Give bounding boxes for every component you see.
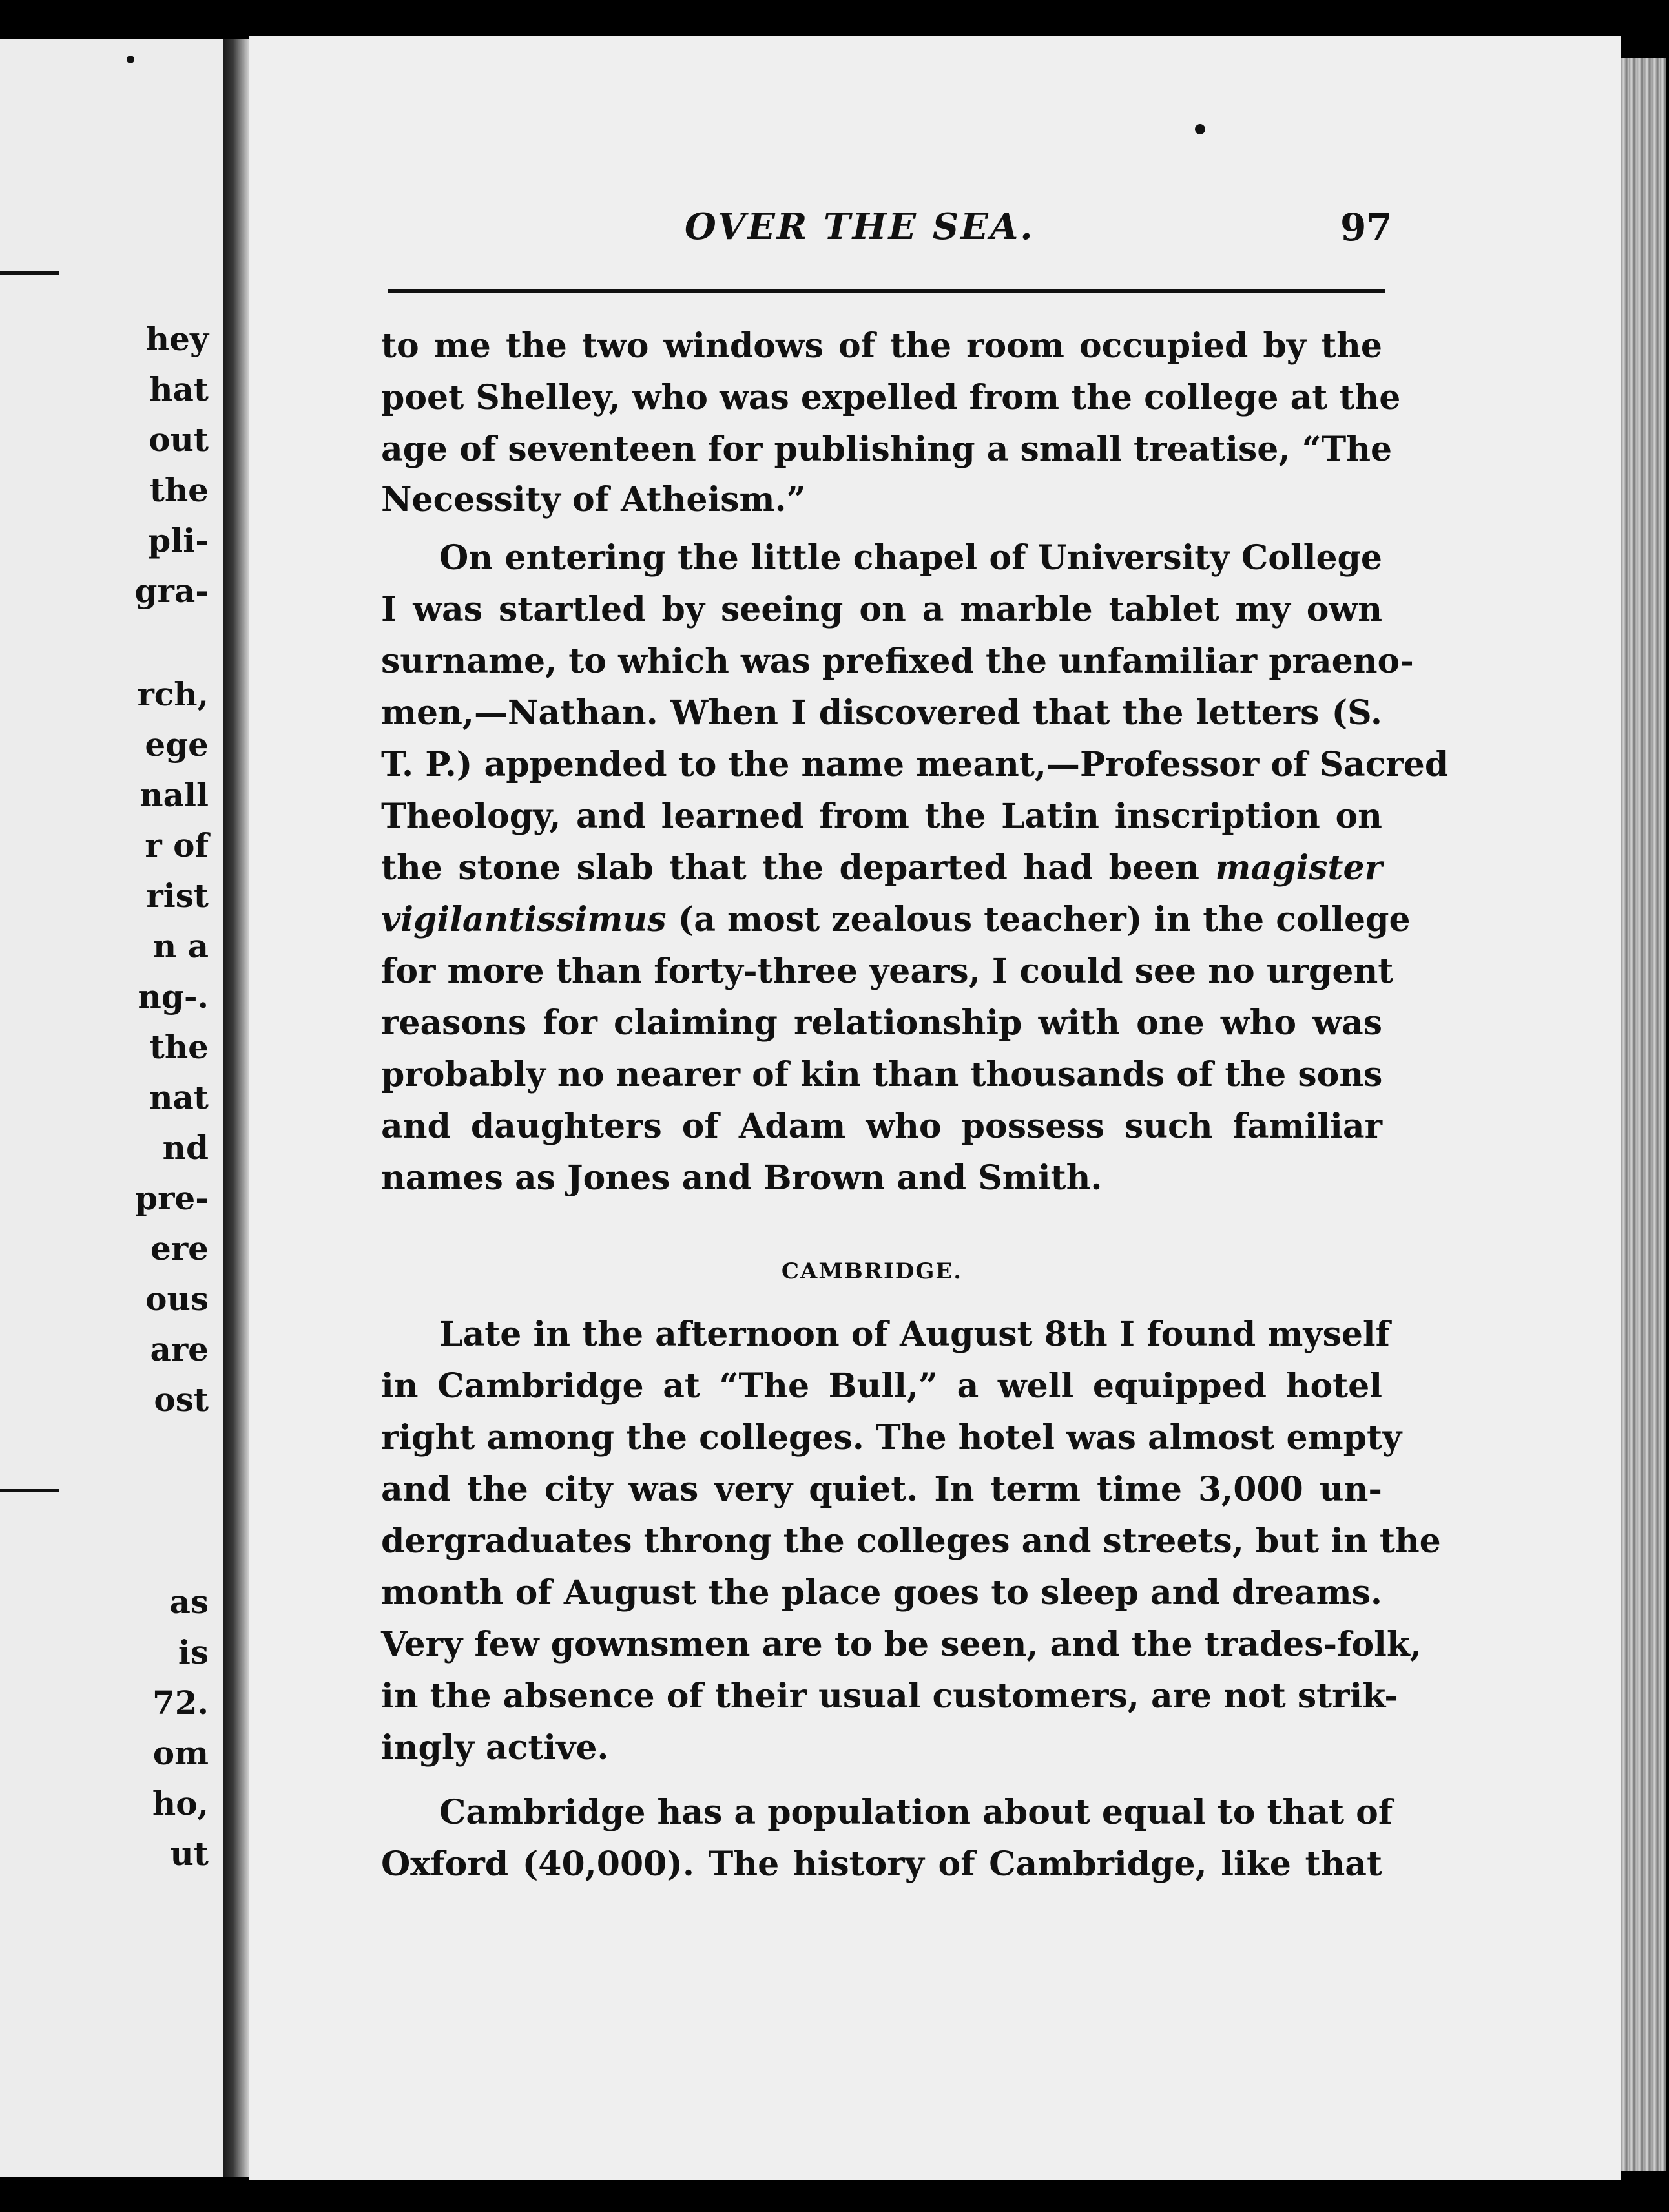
- page-edges: [1621, 58, 1666, 2171]
- left-page-fragment: ho,: [152, 1784, 209, 1822]
- text-line: [381, 848, 1382, 888]
- text-line: ingly active.: [381, 1728, 609, 1768]
- left-page-fragment: ere: [150, 1229, 209, 1268]
- left-page-fragment: gra-: [134, 572, 209, 610]
- left-page-fragment: ut: [170, 1835, 209, 1873]
- ink-speck: [127, 56, 134, 63]
- text-run: (a most zealous teacher) in the college: [678, 900, 1411, 939]
- left-page-fragment: as: [169, 1583, 209, 1621]
- text-line: Theology, and learned from the Latin inscription on: [381, 797, 1382, 836]
- left-page-fragment: rch,: [137, 675, 209, 713]
- text-line: poet Shelley, who was expelled from the college at the: [381, 378, 1401, 417]
- left-page-fragment: nd: [162, 1129, 209, 1167]
- text-line: to me the two windows of the room occupied by the: [381, 326, 1382, 366]
- text-line: dergraduates throng the colleges and streets, but in the: [381, 1521, 1441, 1561]
- text-line: in Cambridge at “The Bull,” a well equipped hotel: [381, 1366, 1382, 1406]
- italic-term: magister: [1215, 848, 1382, 888]
- book-gutter: [223, 39, 249, 2177]
- left-page-fragment: rist: [146, 877, 209, 915]
- text-line: [381, 900, 1411, 939]
- text-run: the stone slab that the departed had been: [381, 848, 1199, 888]
- left-page-fragment: pli-: [148, 521, 209, 559]
- text-line: surname, to which was prefixed the unfamiliar praeno-: [381, 642, 1414, 681]
- left-page-fragment: ost: [154, 1381, 209, 1419]
- text-line: for more than forty-three years, I could see no urgent: [381, 952, 1394, 991]
- text-line: Oxford (40,000). The history of Cambridge, like that: [381, 1844, 1382, 1884]
- left-page-fragment: nat: [149, 1078, 209, 1116]
- text-line: in the absence of their usual customers, are not strik-: [381, 1676, 1398, 1716]
- text-line: names as Jones and Brown and Smith.: [381, 1158, 1103, 1198]
- left-page-fragment: the: [149, 1028, 209, 1066]
- text-line: month of August the place goes to sleep and dreams.: [381, 1573, 1382, 1612]
- left-page-fragment: ous: [145, 1280, 209, 1318]
- left-page-fragment: nall: [140, 776, 209, 814]
- text-line: Cambridge has a population about equal to that of: [439, 1793, 1393, 1832]
- text-line: age of seventeen for publishing a small treatise, “The: [381, 430, 1393, 469]
- italic-term: vigilantissimus: [381, 900, 667, 939]
- text-line: right among the colleges. The hotel was almost empty: [381, 1418, 1402, 1457]
- left-page-fragment: the: [149, 471, 209, 509]
- left-page-fragment: ege: [145, 725, 209, 764]
- text-line: Very few gownsmen are to be seen, and the trades-folk,: [381, 1625, 1422, 1664]
- text-line: Late in the afternoon of August 8th I found myself: [439, 1315, 1391, 1354]
- left-page-fragment: om: [152, 1734, 209, 1772]
- left-page-fragment: r of: [145, 826, 209, 864]
- left-page-fragment: pre-: [135, 1179, 209, 1217]
- left-page-fragment: ng-.: [138, 977, 209, 1016]
- page-number: 97: [1340, 205, 1393, 249]
- left-page-fragment: are: [150, 1330, 209, 1368]
- left-page-rule: [0, 1489, 59, 1492]
- left-page-fragment: 72.: [152, 1684, 209, 1722]
- left-facing-page: [0, 39, 225, 2177]
- left-page-fragment: out: [149, 421, 209, 459]
- text-line: and the city was very quiet. In term time 3,000 un-: [381, 1470, 1382, 1509]
- section-heading: CAMBRIDGE.: [781, 1258, 963, 1284]
- left-page-fragment: hat: [149, 370, 209, 408]
- text-line: probably no nearer of kin than thousands of the sons: [381, 1055, 1383, 1094]
- left-page-fragment: n a: [152, 927, 209, 965]
- text-line: On entering the little chapel of University College: [439, 538, 1382, 578]
- text-line: men,—Nathan. When I discovered that the letters (S.: [381, 693, 1382, 733]
- header-rule: [388, 289, 1385, 293]
- text-line: and daughters of Adam who possess such familiar: [381, 1107, 1382, 1146]
- text-line: I was startled by seeing on a marble tablet my own: [381, 590, 1382, 629]
- ink-speck: [1195, 124, 1205, 134]
- text-line: reasons for claiming relationship with one who was: [381, 1003, 1382, 1043]
- left-page-fragment: hey: [145, 320, 209, 358]
- left-page-fragment: is: [178, 1633, 209, 1671]
- left-page-rule: [0, 271, 59, 275]
- text-line: Necessity of Atheism.”: [381, 480, 806, 519]
- running-head: OVER THE SEA.: [685, 205, 1035, 248]
- text-line: T. P.) appended to the name meant,—Professor of Sacred: [381, 745, 1449, 784]
